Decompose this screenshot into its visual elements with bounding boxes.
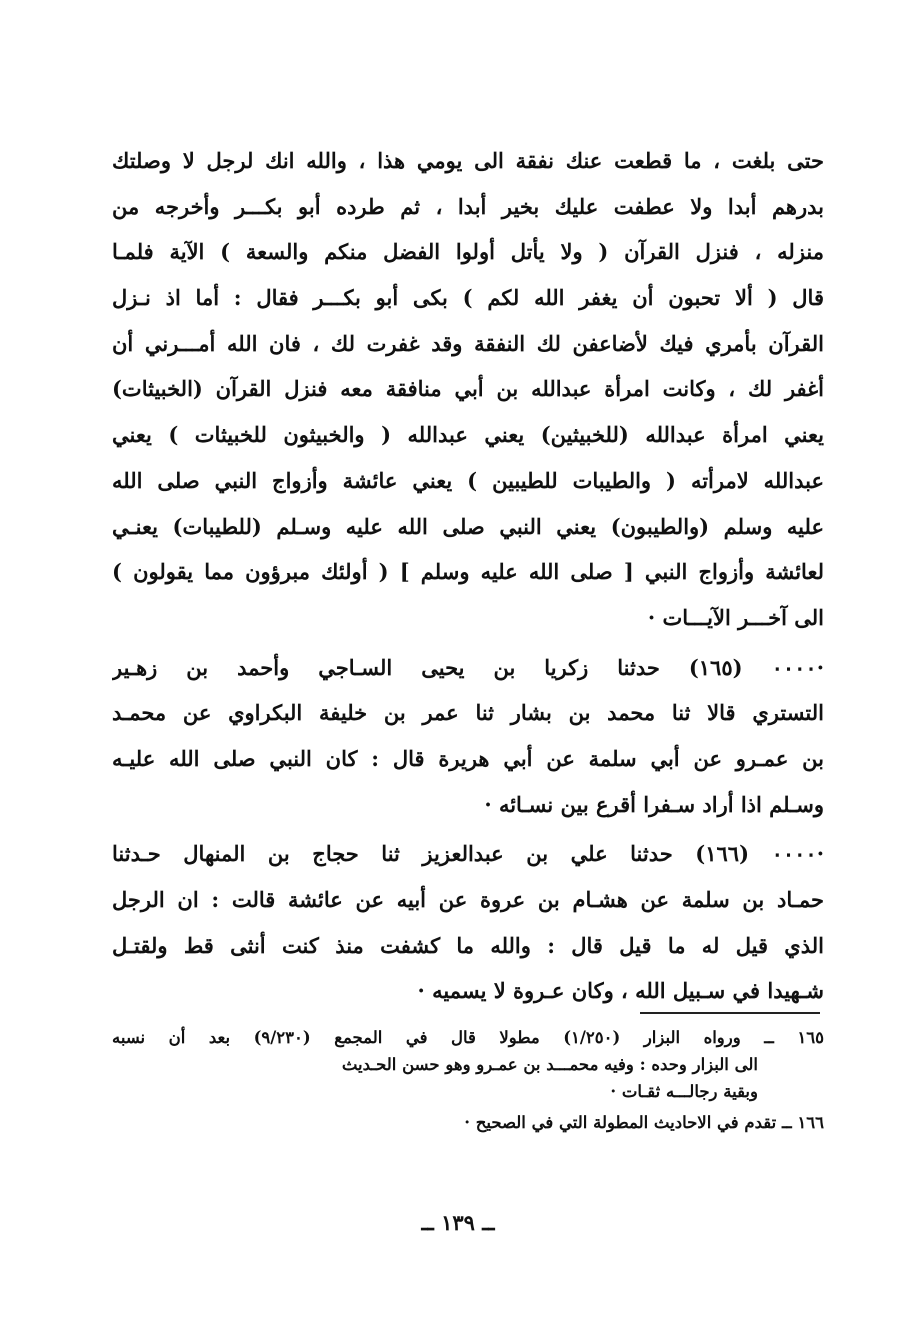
- page-number: ــ ١٣٩ ــ: [421, 1210, 495, 1235]
- text-line: الذي قيل له ما قيل قال : والله ما كشفت منذ كنت أنثى قط ولقتـل: [112, 932, 824, 958]
- text-line: حتى بلغت ، ما قطعت عنك نفقة الى يومي هذا ، والله انك لرجل لا وصلتك: [112, 148, 824, 173]
- text-line: شـهيدا في سـبيل الله ، وكان عـروة لا يسميه ·: [417, 978, 824, 1004]
- main-text: [112, 138, 824, 1014]
- text-line: عبدالله لامرأته ( والطيبات للطيبين ) يعني عائشة وأزواج النبي صلى الله: [112, 467, 824, 493]
- text-line: ·٠٠٠٠ (١٦٥) حدثنا زكريا بن يحيى السـاجي وأحمد بن زهـير: [112, 654, 824, 680]
- text-line: أغفر لك ، وكانت امرأة عبدالله بن أبي منافقة معه فنزل القرآن (الخبيثات): [112, 376, 824, 402]
- footnote-line: الى البزار وحده : وفيه محمـــد بن عمـرو وهو حسن الحـديث: [341, 1055, 758, 1074]
- footnote-line: ١٦٥ ــ ورواه البزار (١/٢٥٠) مطولا قال في المجمع (٩/٢٣٠) بعد أن نسبه: [112, 1028, 824, 1047]
- text-line: قال ( ألا تحبون أن يغفر الله لكم ) بكى أبو بكـــر فقال : أما اذ نـزل: [112, 285, 824, 311]
- text-line: عليه وسلم (والطيبون) يعني النبي صلى الله عليه وسـلم (للطيبات) يعنـي: [112, 513, 824, 539]
- text-line: منزله ، فنزل القرآن ( ولا يأتل أولوا الفضل منكم والسعة ) الآية فلمـا: [112, 239, 824, 265]
- text-line: وسـلم اذا أراد سـفرا أقرع بين نسـائه ·: [484, 791, 824, 817]
- text-line: بدرهم أبدا ولا عطفت عليك بخير أبدا ، ثم طرده أبو بكـــر وأخرجه من: [112, 193, 824, 219]
- footnote-separator: [640, 1012, 820, 1014]
- text-line: حمـاد بن سلمة عن هشـام بن عروة عن أبيه عن عائشة قالت : ان الرجل: [112, 887, 824, 912]
- text-line: الى آخـــر الآيـــات ·: [647, 604, 824, 630]
- text-line: لعائشة وأزواج النبي [ صلى الله عليه وسلم ] ( أولئك مبرؤون مما يقولون ): [112, 559, 824, 585]
- footnote-line: ١٦٦ ــ تقدم في الاحاديث المطولة التي في الصحيح ·: [464, 1113, 824, 1132]
- text-line: بن عمـرو عن أبي سلمة عن أبي هريرة قال : كان النبي صلى الله عليـه: [112, 745, 824, 771]
- text-line: التستري قالا ثنا محمد بن بشار ثنا عمر بن خليفة البكراوي عن محمـد: [112, 700, 824, 726]
- text-line: ·٠٠٠٠ (١٦٦) حدثنا علي بن عبدالعزيز ثنا حجاج بن المنهال حـدثنا: [112, 841, 824, 867]
- text-line: يعني امرأة عبدالله (للخبيثين) يعني عبدالله ( والخبيثون للخبيثات ) يعني: [112, 422, 824, 448]
- text-line: القرآن بأمري فيك لأضاعفن لك النفقة وقد غفرت لك ، فان الله أمـــرني أن: [112, 330, 824, 356]
- footnote-line: وبقية رجالـــه ثقـات ·: [610, 1082, 758, 1101]
- footnotes: [112, 1024, 824, 1136]
